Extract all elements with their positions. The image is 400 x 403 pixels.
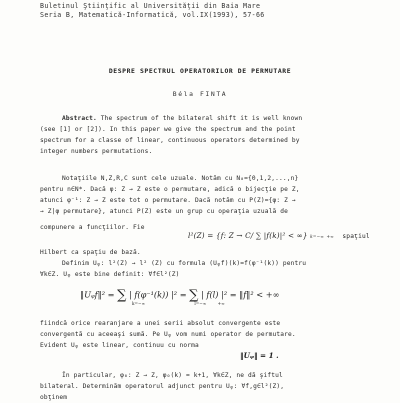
body-paragraph-1 <box>40 173 370 233</box>
formula2-lhs: ‖Uᵩf‖² = <box>80 289 115 300</box>
abstract-line-2: (see [1] or [2]). In this paper we give the spectrum and the point <box>40 126 296 133</box>
journal-line-2: Seria B, Matematică-Informatică, vol.IX(1993), 57-66 <box>40 11 265 19</box>
l2-sum-range-from: k=−∞ <box>310 234 324 239</box>
body-paragraph-3 <box>40 318 370 351</box>
sum-l-lower: l=−∞ <box>194 301 207 306</box>
abstract-line-3: spectrum for a classe of linear, continuous operators determined by <box>40 137 300 144</box>
body-paragraph-2 <box>40 247 370 280</box>
l2-sum-range-to: +∞ <box>326 234 334 239</box>
abstract <box>40 113 370 157</box>
body3-line-1: fiindcă orice rearanjare a unei serii absolut convergente este <box>40 320 281 327</box>
operator-norm: ‖Uᵩ‖ = 1 . <box>240 351 279 360</box>
body2-line-2: Definim Uᵩ: l²(Z) → l² (Z) cu formula (Uᵩf)(k)=f(φ⁻¹(k)) pentru <box>62 260 307 267</box>
abstract-line-4: integer numbers permutations. <box>40 148 153 155</box>
body4-line-3: obţinem <box>40 394 68 401</box>
body-paragraph-4 <box>40 370 370 403</box>
journal-header <box>40 2 265 20</box>
body2-line-3: ∀k∈Z. Uᵩ este bine definit: ∀f∈l²(Z) <box>40 271 180 278</box>
body1-line-5: compunere a funcţiilor. Fie <box>40 224 145 231</box>
norm-equality-formula <box>80 288 279 306</box>
abstract-label: Abstract. <box>62 115 97 122</box>
sum-upper: +∞ <box>217 301 225 306</box>
body4-line-1: În particular, φ₀: Z → Z, φ₀(k) = k+1, ∀k∈Z, ne dă şiftul <box>62 372 283 379</box>
body3-line-3: Evident Uᵩ este linear, continuu cu norma <box>40 342 199 349</box>
l2-formula-text: l²(Z) = {f: Z → C/ ∑ |f(k)|² < ∞} <box>188 231 308 240</box>
body1-line-3: atunci φ⁻¹: Z → Z este tot o permutare. Dacă notăm cu P(Z)={φ: Z → <box>40 197 296 204</box>
body4-line-2: bilateral. Determinăm operatorul adjunct pentru Uᵩ: ∀f,g∈l²(Z), <box>40 383 285 390</box>
formula2-middle: | f(φ⁻¹(k)) |² = <box>128 289 187 300</box>
body1-line-4: → Z|φ permutare}, atunci P(Z) este un grup cu operaţia uzuală de <box>40 208 289 215</box>
l2-space-formula <box>188 231 370 240</box>
sum-k-lower: k=−∞ <box>132 301 146 306</box>
body3-line-2: convergentă cu aceeaşi sumă. Pe Uᵩ vom numi operator de permutare. <box>40 331 296 338</box>
body2-line-1: Hilbert ca spaţiu de bază. <box>40 249 141 256</box>
journal-line-1: Buletinul Ştiinţific al Universităţii din Baia Mare <box>40 2 261 10</box>
formula2-rhs: | f(l) |² = ‖f‖² < +∞ <box>201 289 280 300</box>
l2-formula-suffix: spaţiul <box>342 233 370 240</box>
body1-line-1: Notaţiile N,Z,R,C sunt cele uzuale. Notăm cu N₀={0,1,2,...,n} <box>62 175 299 182</box>
sum-symbol-l: ∑ <box>189 288 199 303</box>
abstract-line-1: The spectrum of the bilateral shift it is well known <box>96 115 303 122</box>
paper-author: Béla FINTA <box>172 90 228 98</box>
sum-symbol-k: ∑ <box>117 288 127 303</box>
body1-line-2: pentru n∈N*. Dacă φ: Z → Z este o permutare, adică o bijecţie pe Z, <box>40 186 300 193</box>
paper-title: DESPRE SPECTRUL OPERATORILOR DE PERMUTARE <box>108 67 292 75</box>
